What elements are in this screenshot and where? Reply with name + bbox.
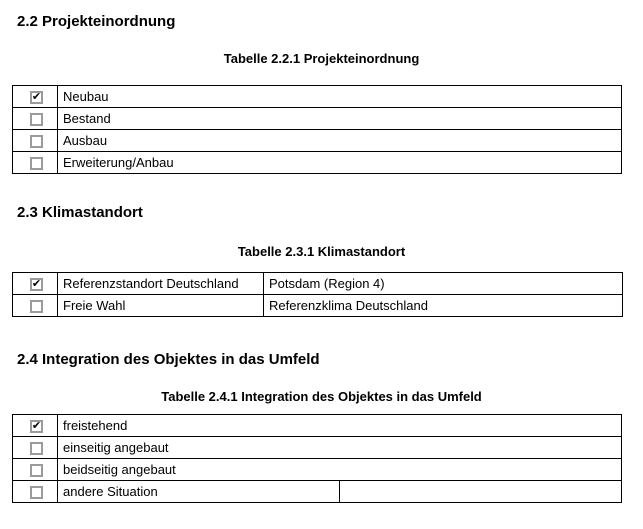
row-label: Bestand (58, 108, 622, 130)
table-row (13, 415, 622, 437)
check-mark-icon: ✔ (31, 419, 42, 433)
table-row (13, 273, 623, 295)
checkbox-cell (13, 459, 58, 481)
check-mark-icon: ✔ (31, 90, 42, 104)
table-projekteinordnung (12, 85, 622, 174)
check-mark-icon: ✔ (31, 277, 42, 291)
andere-situation-value-cell[interactable] (340, 481, 622, 503)
section-heading-klimastandort: 2.3 Klimastandort (17, 204, 143, 221)
table-row (13, 295, 623, 317)
row-label: Neubau (58, 86, 622, 108)
table-row (13, 152, 622, 174)
checkbox-beidseitig-angebaut[interactable] (30, 464, 43, 477)
row-label: Referenzstandort Deutschland (58, 273, 264, 295)
row-label: Erweiterung/Anbau (58, 152, 622, 174)
checkbox-cell (13, 108, 58, 130)
checkbox-cell (13, 415, 58, 437)
section-heading-integration-umfeld: 2.4 Integration des Objektes in das Umfeld (17, 351, 320, 368)
section-heading-projekteinordnung: 2.2 Projekteinordnung (17, 13, 176, 30)
checkbox-referenzstandort-deutschland[interactable] (30, 278, 43, 291)
row-label: Freie Wahl (58, 295, 264, 317)
checkbox-cell (13, 437, 58, 459)
checkbox-ausbau[interactable] (30, 135, 43, 148)
table-caption-integration-umfeld: Tabelle 2.4.1 Integration des Objektes in das Umfeld (161, 389, 482, 404)
checkbox-freistehend[interactable] (30, 420, 43, 433)
table-row (13, 86, 622, 108)
checkbox-andere-situation[interactable] (30, 486, 43, 499)
row-label: beidseitig angebaut (58, 459, 622, 481)
checkbox-neubau[interactable] (30, 91, 43, 104)
row-label: freistehend (58, 415, 622, 437)
checkbox-freie-wahl[interactable] (30, 300, 43, 313)
checkbox-einseitig-angebaut[interactable] (30, 442, 43, 455)
table-row (13, 437, 622, 459)
table-klimastandort (12, 272, 623, 317)
checkbox-bestand[interactable] (30, 113, 43, 126)
table-integration-umfeld (12, 414, 622, 503)
checkbox-cell (13, 481, 58, 503)
checkbox-cell (13, 273, 58, 295)
table-caption-klimastandort: Tabelle 2.3.1 Klimastandort (237, 244, 406, 259)
row-label: einseitig angebaut (58, 437, 622, 459)
row-value: Referenzklima Deutschland (264, 295, 623, 317)
checkbox-cell (13, 130, 58, 152)
table-row (13, 459, 622, 481)
checkbox-cell (13, 295, 58, 317)
checkbox-cell (13, 86, 58, 108)
row-label: andere Situation (58, 481, 340, 503)
row-label: Ausbau (58, 130, 622, 152)
table-caption-projekteinordnung: Tabelle 2.2.1 Projekteinordnung (223, 51, 420, 66)
table-row (13, 108, 622, 130)
row-value: Potsdam (Region 4) (264, 273, 623, 295)
table-row (13, 130, 622, 152)
table-row (13, 481, 622, 503)
checkbox-erweiterung-anbau[interactable] (30, 157, 43, 170)
checkbox-cell (13, 152, 58, 174)
